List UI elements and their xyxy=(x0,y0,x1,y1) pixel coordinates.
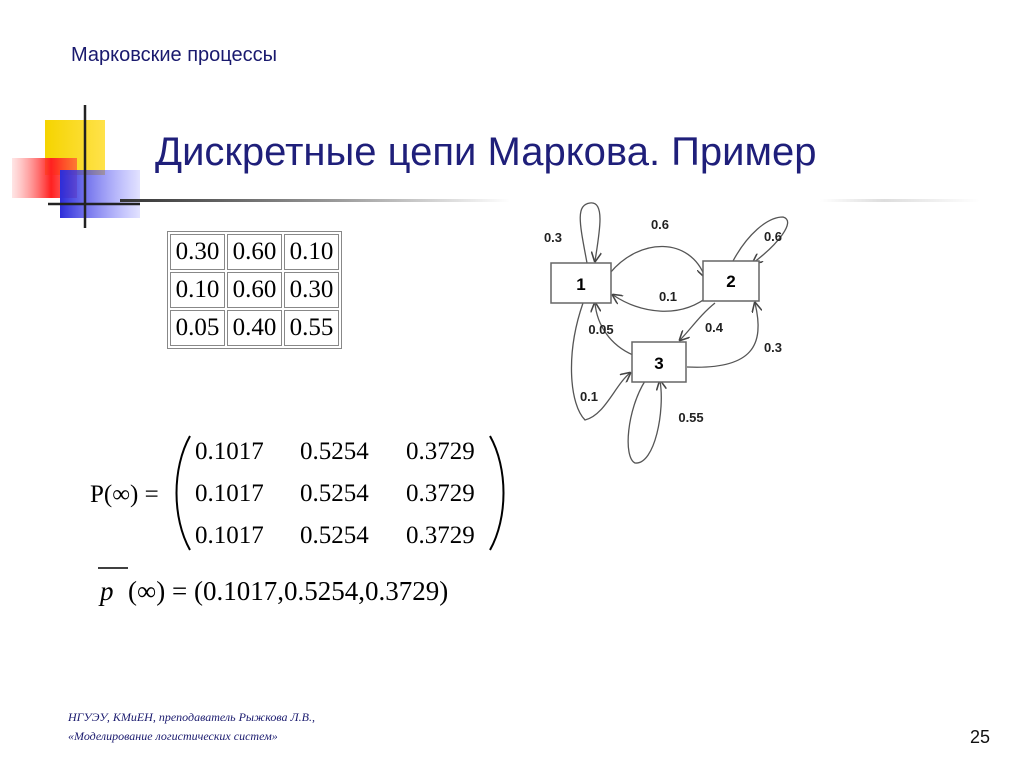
matrix-value: 0.5254 xyxy=(300,480,369,507)
title-underline-right xyxy=(820,199,980,202)
matrix-value: 0.3729 xyxy=(406,438,475,465)
matrix-cell: 0.60 xyxy=(227,272,282,308)
left-paren xyxy=(177,436,191,550)
markov-chain-graph xyxy=(515,195,815,485)
edge-loop-3 xyxy=(628,381,661,463)
slide-title: Дискретные цепи Маркова. Пример xyxy=(155,130,817,174)
state-label-1: 1 xyxy=(576,275,586,294)
matrix-value: 0.1017 xyxy=(195,480,264,507)
matrix-cell: 0.55 xyxy=(284,310,339,346)
section-title: Марковские процессы xyxy=(71,44,278,66)
transition-matrix-table xyxy=(167,231,342,349)
table-row xyxy=(170,234,339,270)
edge-label-loop-3: 0.55 xyxy=(678,410,704,425)
footer-course: «Моделирование логистических систем» xyxy=(68,729,278,743)
title-decoration xyxy=(0,100,140,230)
matrix-value: 0.1017 xyxy=(195,438,264,465)
state-label-2: 2 xyxy=(726,272,736,291)
matrix-value: 0.3729 xyxy=(406,480,475,507)
edge-label-loop-1: 0.3 xyxy=(543,230,563,245)
table-row xyxy=(170,310,339,346)
edge-label-1-3: 0.1 xyxy=(579,389,599,404)
edge-1-2 xyxy=(610,246,705,277)
matrix-value: 0.5254 xyxy=(300,522,369,549)
right-paren xyxy=(490,436,504,550)
matrix-cell: 0.40 xyxy=(227,310,282,346)
edge-label-loop-2: 0.6 xyxy=(763,229,783,244)
matrix-value: 0.5254 xyxy=(300,438,369,465)
stationary-vector-formula xyxy=(90,565,550,615)
matrix-cell: 0.60 xyxy=(227,234,282,270)
vector-symbol: p xyxy=(100,576,114,606)
page-number: 25 xyxy=(970,727,991,747)
edge-label-2-1: 0.1 xyxy=(658,289,678,304)
matrix-cell: 0.30 xyxy=(170,234,225,270)
matrix-cell: 0.10 xyxy=(284,234,339,270)
matrix-value: 0.3729 xyxy=(406,522,475,549)
matrix-cell: 0.30 xyxy=(284,272,339,308)
vector-rest: (∞) = (0.1017,0.5254,0.3729) xyxy=(128,576,449,606)
p-infinity-formula xyxy=(90,428,520,558)
matrix-value: 0.1017 xyxy=(195,522,264,549)
matrix-cell: 0.05 xyxy=(170,310,225,346)
edge-label-2-3: 0.4 xyxy=(704,320,724,335)
edge-loop-1 xyxy=(580,203,600,263)
state-label-3: 3 xyxy=(654,354,664,373)
edge-label-3-1: 0.05 xyxy=(588,322,614,337)
matrix-cell: 0.10 xyxy=(170,272,225,308)
table-row xyxy=(170,272,339,308)
edge-label-1-2: 0.6 xyxy=(650,217,670,232)
p-infinity-lhs: P(∞) = xyxy=(90,481,159,508)
footer-author: НГУЭУ, КМиЕН, преподаватель Рыжкова Л.В., xyxy=(68,710,315,724)
edge-label-3-2: 0.3 xyxy=(763,340,783,355)
title-underline xyxy=(120,199,510,202)
edge-3-2 xyxy=(687,303,758,367)
